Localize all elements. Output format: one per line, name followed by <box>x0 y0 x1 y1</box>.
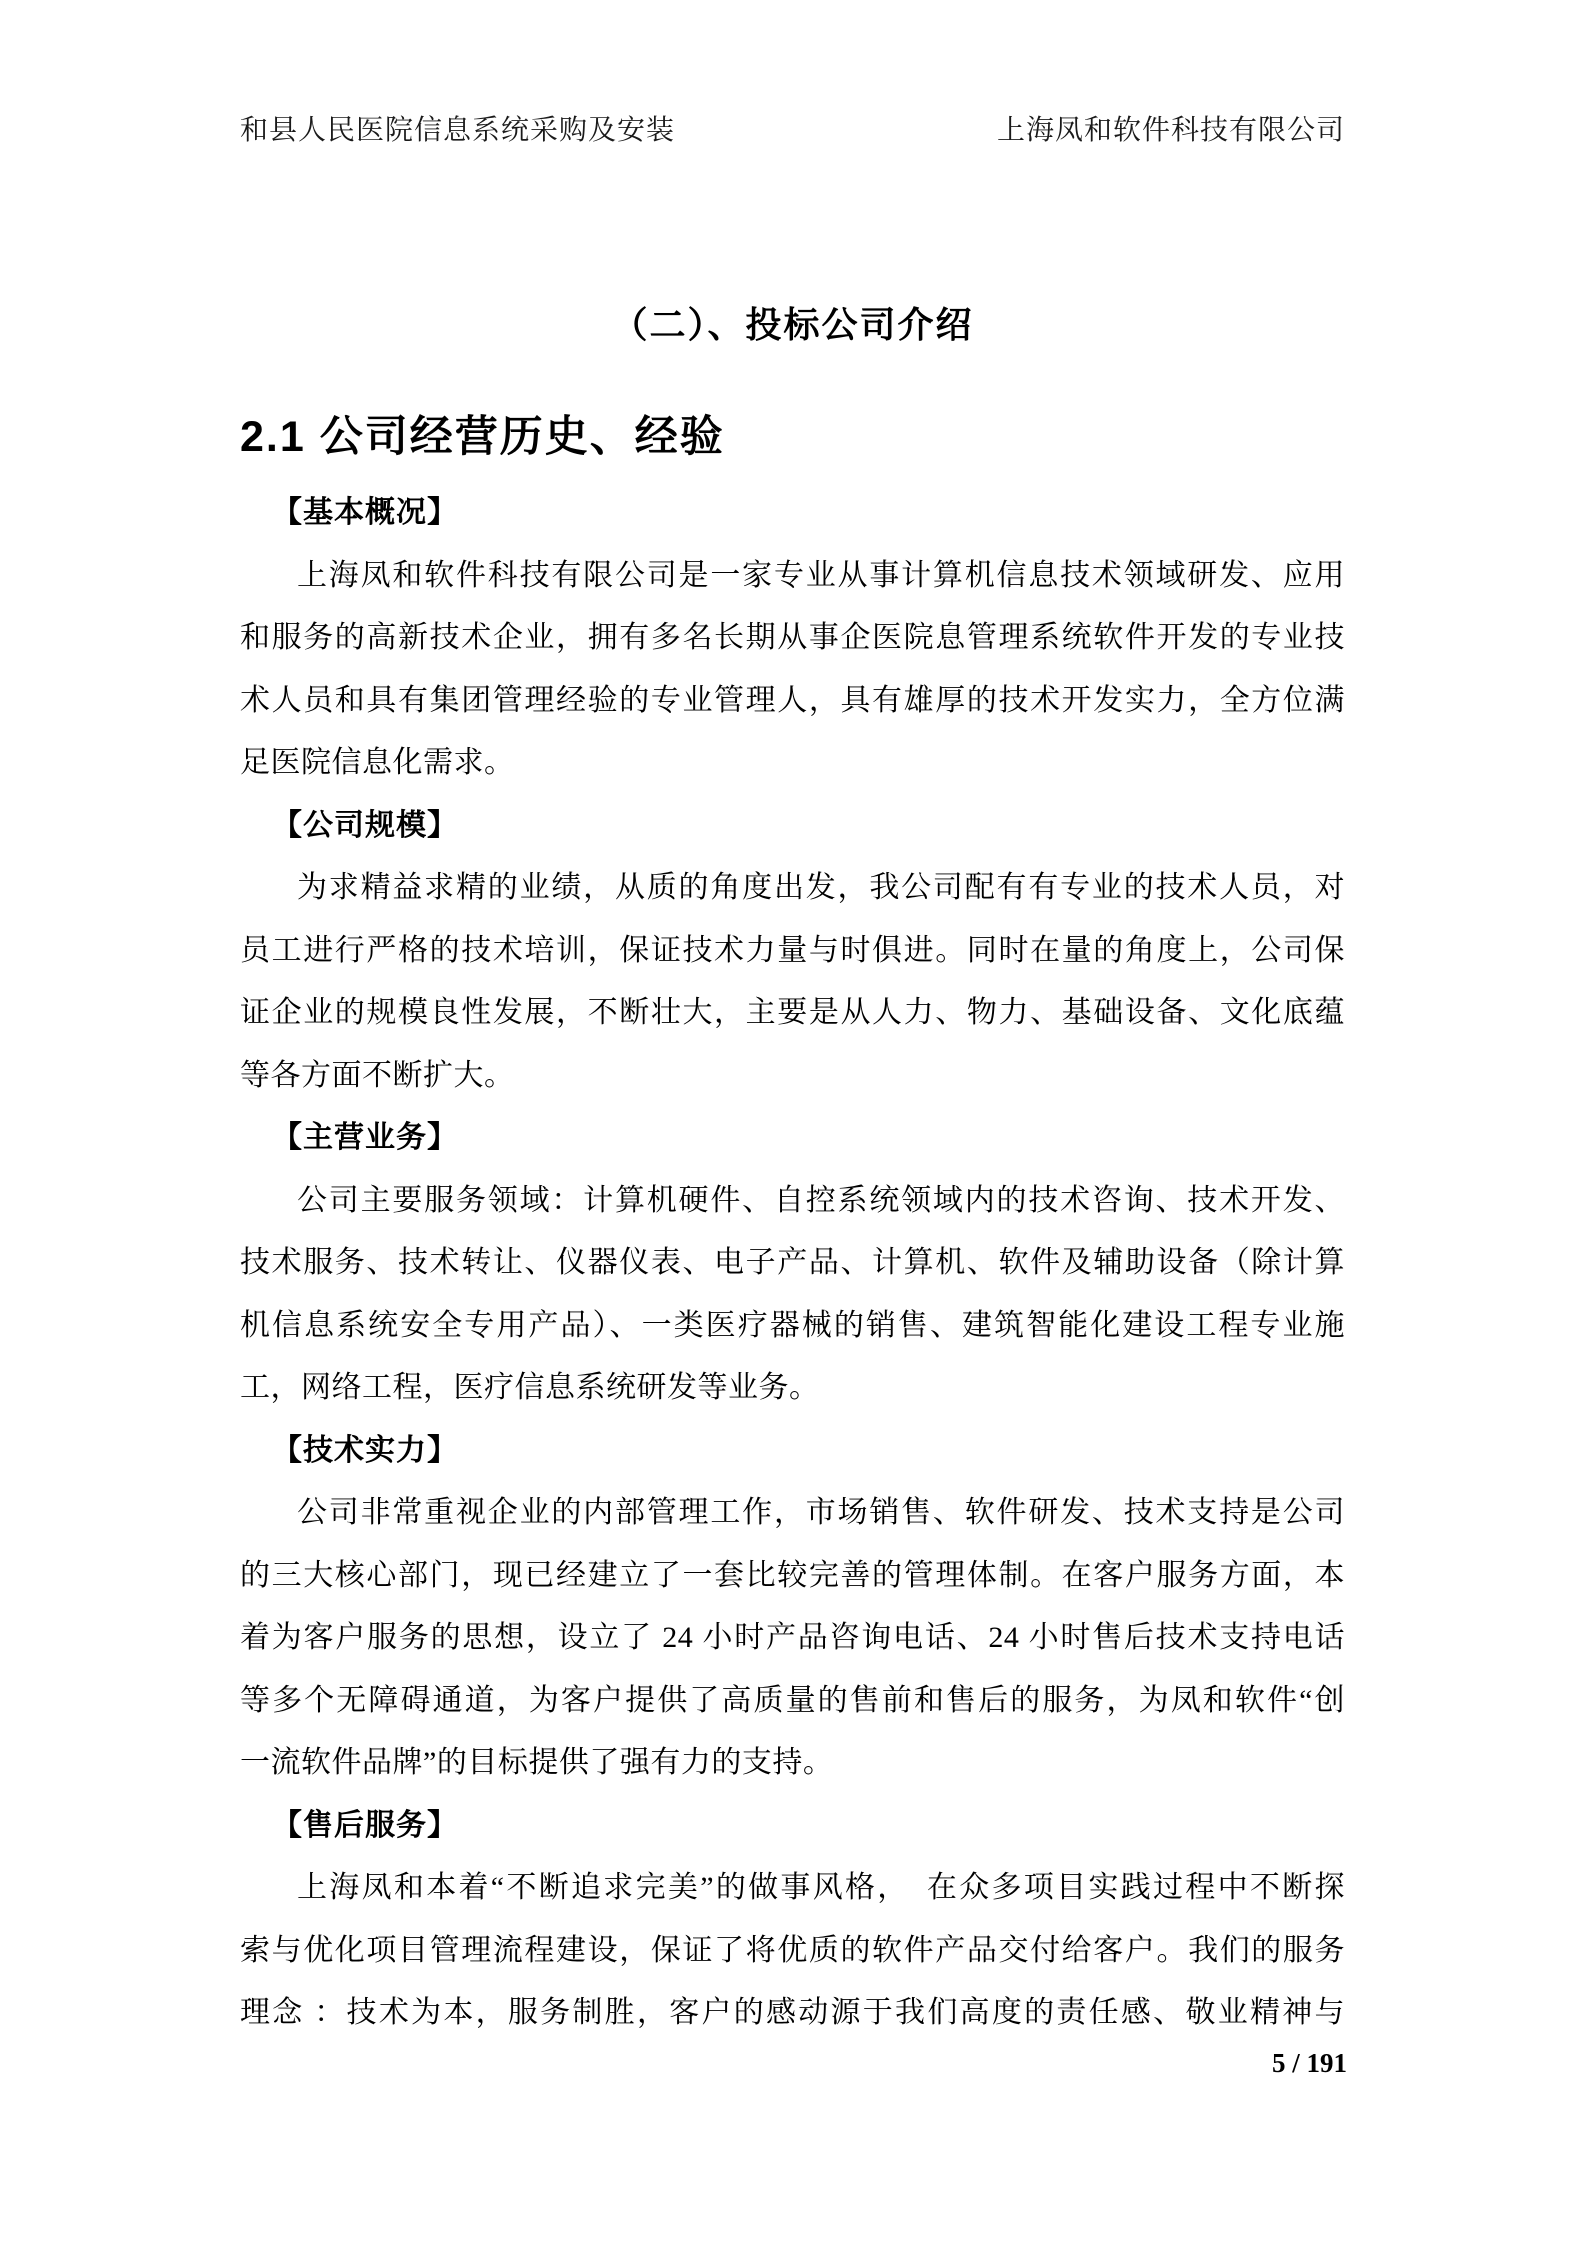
header-left-text: 和县人民医院信息系统采购及安装 <box>240 115 676 146</box>
section-label: 【技术实力】 <box>272 1433 458 1467</box>
document-body <box>240 482 1345 2045</box>
paragraph-line: 着为客户服务的思想，设立了 24 小时产品咨询电话、24 小时售后技术支持电话 <box>240 1621 1345 1654</box>
section-label: 【基本概况】 <box>272 496 458 529</box>
paragraph-line: 证企业的规模良性发展，不断壮大，主要是从人力、物力、基础设备、文化底蕴 <box>240 996 1345 1029</box>
paragraph-line: 公司主要服务领域：计算机硬件、自控系统领域内的技术咨询、技术开发、 <box>297 1183 1345 1217</box>
paragraph-line: 工，网络工程，医疗信息系统研发等业务。 <box>240 1371 820 1404</box>
paragraph-line: 上海凤和软件科技有限公司是一家专业从事计算机信息技术领域研发、应用 <box>297 558 1345 592</box>
paragraph-line: 足医院信息化需求。 <box>240 746 515 779</box>
paragraph-line: 技术服务、技术转让、仪器仪表、电子产品、计算机、软件及辅助设备（除计算 <box>240 1246 1345 1279</box>
paragraph-line: 和服务的高新技术企业，拥有多名长期从事企医院息管理系统软件开发的专业技 <box>240 621 1345 654</box>
paragraph-line: 等多个无障碍通道，为客户提供了高质量的售前和售后的服务，为凤和软件“创 <box>240 1683 1345 1717</box>
section-label: 【主营业务】 <box>272 1121 458 1154</box>
page-number: 5 / 191 <box>1271 2048 1347 2078</box>
paragraph-line: 上海凤和本着“不断追求完美”的做事风格， 在众多项目实践过程中不断探 <box>297 1871 1345 1904</box>
paragraph-line: 等各方面不断扩大。 <box>240 1058 515 1092</box>
section-label: 【售后服务】 <box>272 1808 458 1842</box>
chapter-title: （二）、投标公司介绍 <box>611 304 974 345</box>
header-right-text: 上海凤和软件科技有限公司 <box>996 115 1345 146</box>
paragraph-line: 术人员和具有集团管理经验的专业管理人，具有雄厚的技术开发实力，全方位满 <box>240 683 1345 717</box>
section-label: 【公司规模】 <box>272 808 458 842</box>
page-header <box>240 116 1345 146</box>
paragraph-line: 的三大核心部门，现已经建立了一套比较完善的管理体制。在客户服务方面，本 <box>240 1558 1345 1592</box>
paragraph-line: 理念 ：技术为本，服务制胜，客户的感动源于我们高度的责任感、敬业精神与 <box>240 1996 1345 2029</box>
paragraph-line: 索与优化项目管理流程建设，保证了将优质的软件产品交付给客户。我们的服务 <box>240 1933 1345 1967</box>
paragraph-line: 一流软件品牌”的目标提供了强有力的支持。 <box>240 1746 834 1779</box>
paragraph-line: 员工进行严格的技术培训，保证技术力量与时俱进。同时在量的角度上，公司保 <box>240 933 1345 967</box>
section-heading: 2.1 公司经营历史、经验 <box>240 413 725 461</box>
paragraph-line: 公司非常重视企业的内部管理工作，市场销售、软件研发、技术支持是公司 <box>297 1496 1345 1529</box>
paragraph-line: 为求精益求精的业绩，从质的角度出发，我公司配有有专业的技术人员，对 <box>297 871 1345 904</box>
paragraph-line: 机信息系统安全专用产品）、一类医疗器械的销售、建筑智能化建设工程专业施 <box>240 1308 1345 1342</box>
